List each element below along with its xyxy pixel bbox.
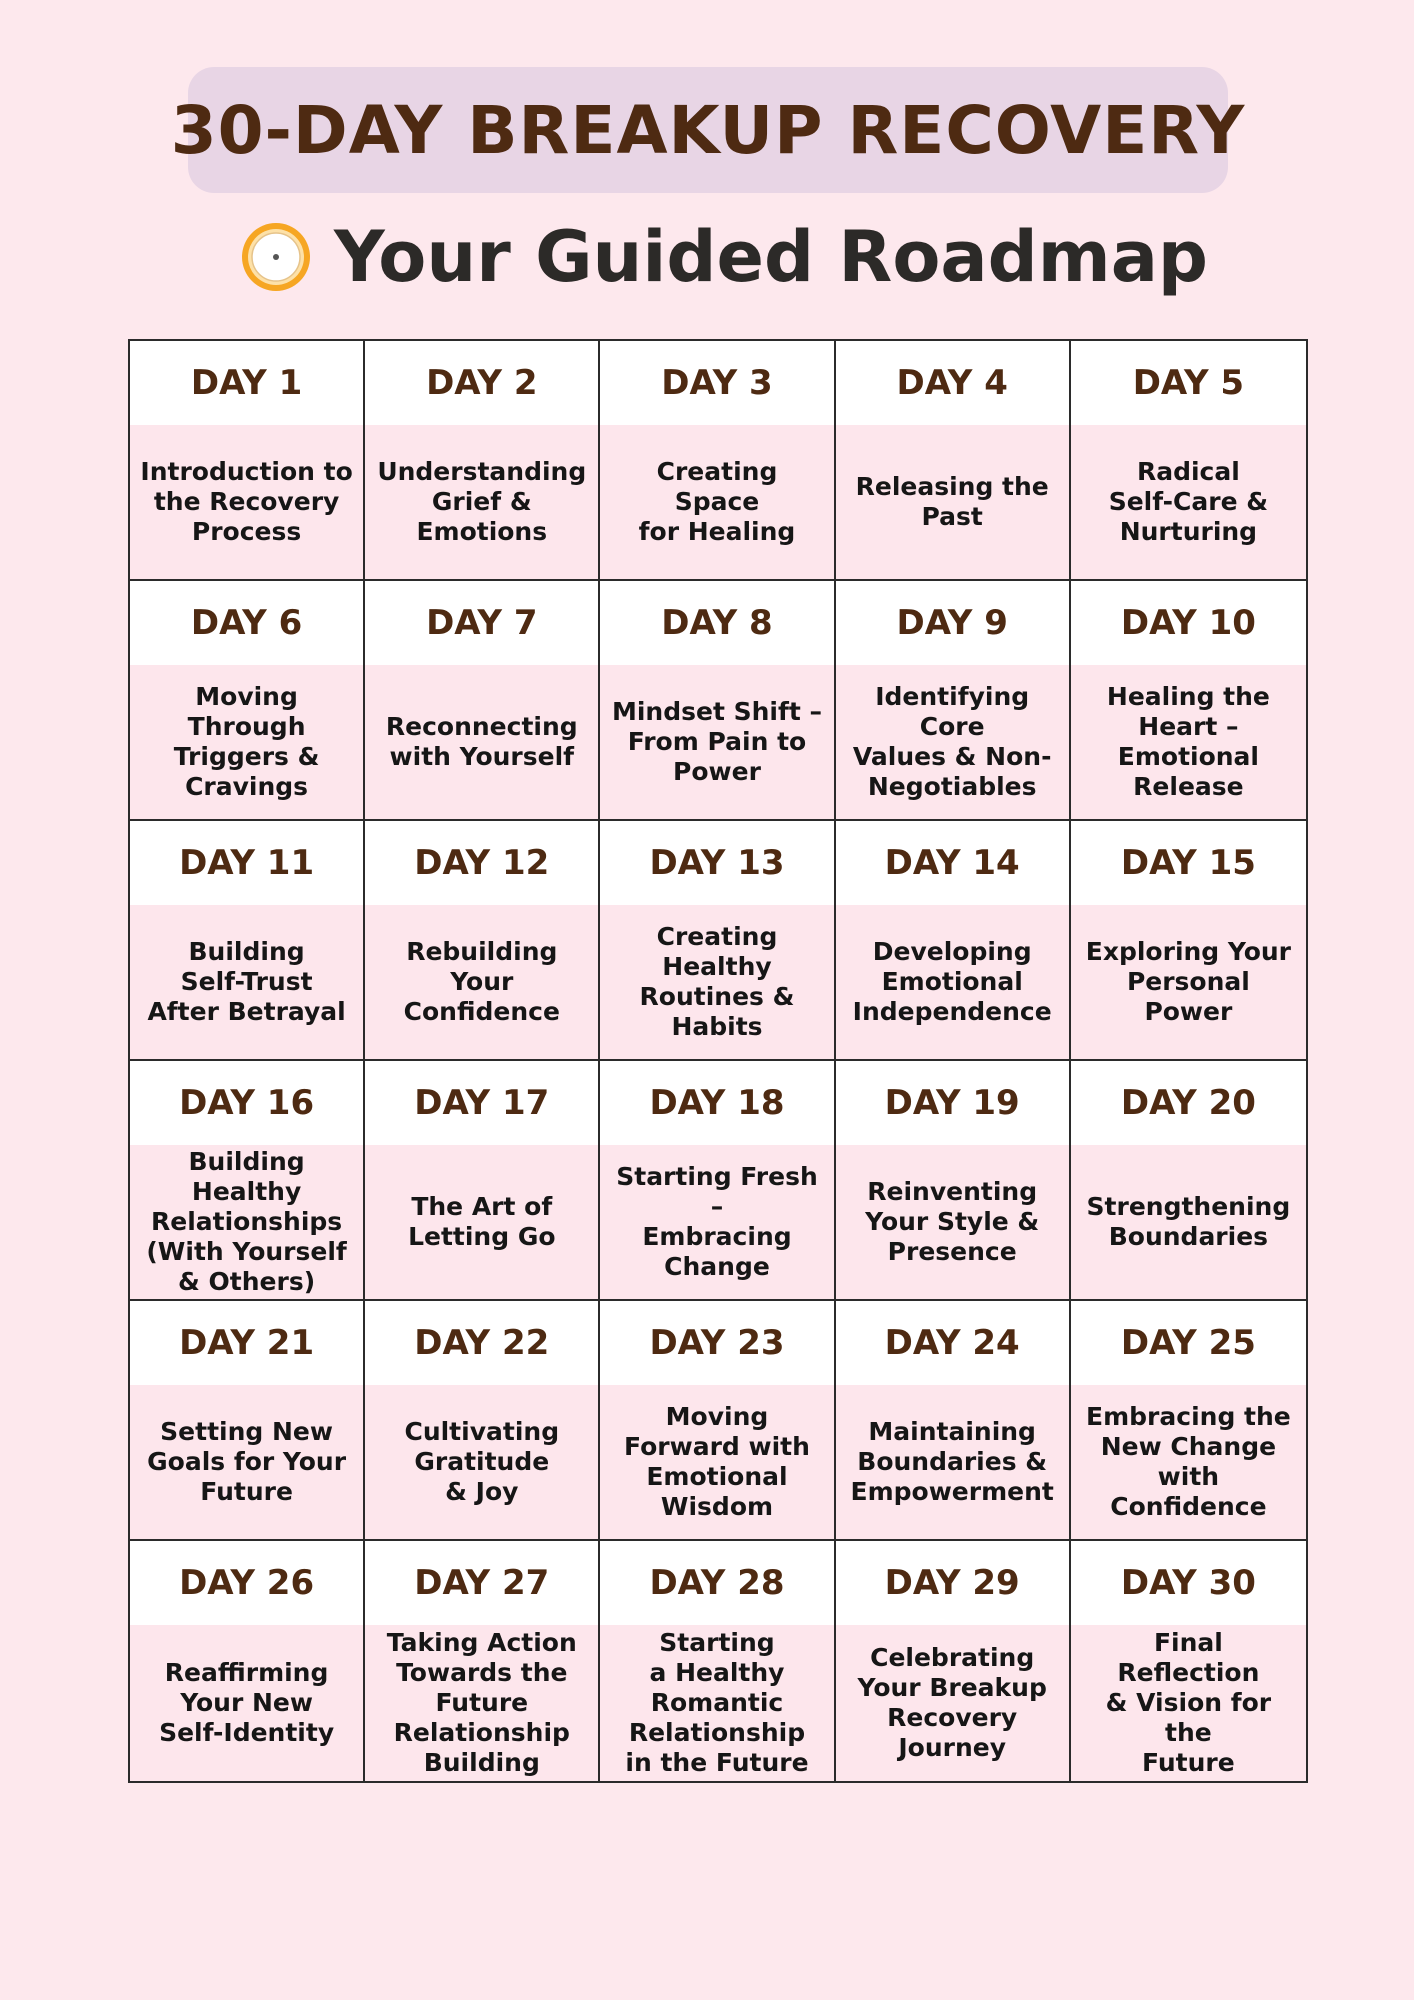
- day-header: [365, 1061, 598, 1145]
- day-body: [130, 425, 363, 579]
- day-header: [365, 821, 598, 905]
- day-cell: [130, 1301, 365, 1541]
- day-cell: [600, 341, 835, 581]
- day-cell: [1071, 1541, 1306, 1781]
- day-body: [1071, 425, 1306, 579]
- day-body: [365, 1145, 598, 1299]
- day-label: DAY 5: [1132, 363, 1245, 403]
- day-cell: [130, 1541, 365, 1781]
- day-label: DAY 3: [661, 363, 773, 403]
- page-subtitle: Your Guided Roadmap: [334, 216, 1209, 298]
- day-body: [836, 665, 1069, 819]
- day-topic: Mindset Shift – From Pain to Power: [611, 697, 823, 786]
- day-body: [836, 1145, 1069, 1299]
- day-body: [1071, 1625, 1306, 1781]
- day-cell: [836, 341, 1071, 581]
- day-topic: Building Healthy Relationships (With Yourself & Others): [146, 1147, 347, 1296]
- day-body: [1071, 905, 1306, 1059]
- day-topic: Maintaining Boundaries & Empowerment: [850, 1417, 1054, 1506]
- day-body: [600, 665, 833, 819]
- day-body: [130, 1145, 363, 1299]
- day-cell: [130, 1061, 365, 1301]
- day-label: DAY 1: [190, 363, 303, 403]
- day-header: [1071, 821, 1306, 905]
- day-label: DAY 14: [884, 843, 1020, 883]
- day-topic: Celebrating Your Breakup Recovery Journey: [857, 1643, 1047, 1762]
- day-topic: Embracing the New Change with Confidence: [1086, 1402, 1291, 1521]
- day-cell: [600, 1541, 835, 1781]
- day-body: [130, 905, 363, 1059]
- day-header: [1071, 1301, 1306, 1385]
- day-header: [365, 341, 598, 425]
- day-cell: [836, 581, 1071, 821]
- day-topic: Reconnecting with Yourself: [385, 712, 578, 771]
- day-body: [600, 425, 833, 579]
- day-topic: Healing the Heart – Emotional Release: [1106, 682, 1270, 801]
- day-header: [600, 341, 833, 425]
- day-topic: Final Reflection & Vision for the Future: [1105, 1628, 1272, 1777]
- day-topic: Reaffirming Your New Self-Identity: [159, 1658, 335, 1747]
- subtitle-row: [240, 212, 1209, 302]
- day-body: [836, 1625, 1069, 1781]
- day-topic: Building Self-Trust After Betrayal: [147, 937, 346, 1026]
- page-title: 30-DAY BREAKUP RECOVERY: [170, 91, 1246, 169]
- day-header: [365, 1541, 598, 1625]
- day-cell: [600, 581, 835, 821]
- day-header: [1071, 1541, 1306, 1625]
- day-topic: The Art of Letting Go: [408, 1192, 556, 1251]
- day-label: DAY 19: [884, 1083, 1020, 1123]
- day-header: [1071, 581, 1306, 665]
- day-label: DAY 17: [414, 1083, 550, 1123]
- day-body: [600, 1625, 833, 1781]
- day-header: [600, 1301, 833, 1385]
- day-label: DAY 10: [1120, 603, 1256, 643]
- day-label: DAY 27: [414, 1563, 550, 1603]
- day-cell: [130, 341, 365, 581]
- day-topic: Understanding Grief & Emotions: [377, 457, 587, 546]
- day-header: [836, 821, 1069, 905]
- day-body: [836, 905, 1069, 1059]
- day-topic: Introduction to the Recovery Process: [140, 457, 353, 546]
- day-cell: [836, 1301, 1071, 1541]
- day-topic: Releasing the Past: [855, 472, 1049, 531]
- day-cell: [1071, 821, 1306, 1061]
- day-label: DAY 13: [649, 843, 785, 883]
- day-cell: [365, 1541, 600, 1781]
- day-body: [365, 905, 598, 1059]
- title-banner: [170, 67, 1246, 193]
- day-body: [836, 1385, 1069, 1539]
- day-cell: [600, 1061, 835, 1301]
- day-label: DAY 22: [414, 1323, 550, 1363]
- day-topic: Identifying Core Values & Non- Negotiables: [852, 682, 1052, 801]
- day-label: DAY 30: [1120, 1563, 1256, 1603]
- day-topic: Strengthening Boundaries: [1086, 1192, 1291, 1251]
- day-header: [836, 1541, 1069, 1625]
- day-header: [130, 1541, 363, 1625]
- day-topic: Creating Space for Healing: [638, 457, 796, 546]
- day-header: [836, 341, 1069, 425]
- day-cell: [365, 341, 600, 581]
- day-topic: Reinventing Your Style & Presence: [865, 1177, 1040, 1266]
- day-label: DAY 6: [190, 603, 303, 643]
- day-topic: Creating Healthy Routines & Habits: [639, 922, 795, 1041]
- day-label: DAY 28: [649, 1563, 785, 1603]
- day-topic: Starting Fresh – Embracing Change: [616, 1162, 818, 1281]
- day-label: DAY 24: [884, 1323, 1020, 1363]
- day-body: [365, 425, 598, 579]
- day-label: DAY 2: [426, 363, 538, 403]
- day-label: DAY 9: [896, 603, 1008, 643]
- day-header: [600, 581, 833, 665]
- day-body: [600, 1385, 833, 1539]
- day-header: [600, 1061, 833, 1145]
- day-header: [130, 1301, 363, 1385]
- day-header: [836, 1301, 1069, 1385]
- day-body: [365, 1385, 598, 1539]
- day-body: [600, 1145, 833, 1299]
- day-header: [600, 1541, 833, 1625]
- day-topic: Radical Self-Care & Nurturing: [1108, 457, 1269, 546]
- day-body: [1071, 1385, 1306, 1539]
- day-header: [365, 1301, 598, 1385]
- day-cell: [365, 1301, 600, 1541]
- day-body: [1071, 665, 1306, 819]
- day-body: [365, 665, 598, 819]
- day-cell: [365, 1061, 600, 1301]
- day-cell: [1071, 341, 1306, 581]
- day-cell: [1071, 1301, 1306, 1541]
- day-label: DAY 25: [1120, 1323, 1256, 1363]
- day-header: [130, 821, 363, 905]
- day-body: [130, 1385, 363, 1539]
- day-cell: [1071, 581, 1306, 821]
- compass-icon: [240, 221, 312, 293]
- day-label: DAY 8: [661, 603, 773, 643]
- day-cell: [836, 1061, 1071, 1301]
- day-label: DAY 18: [649, 1083, 785, 1123]
- day-topic: Setting New Goals for Your Future: [147, 1417, 347, 1506]
- day-cell: [600, 821, 835, 1061]
- day-cell: [836, 821, 1071, 1061]
- day-header: [130, 341, 363, 425]
- day-label: DAY 4: [896, 363, 1008, 403]
- day-topic: Rebuilding Your Confidence: [403, 937, 560, 1026]
- day-body: [1071, 1145, 1306, 1299]
- day-cell: [836, 1541, 1071, 1781]
- day-label: DAY 15: [1120, 843, 1256, 883]
- day-label: DAY 12: [414, 843, 550, 883]
- day-label: DAY 26: [179, 1563, 315, 1603]
- day-header: [1071, 341, 1306, 425]
- day-body: [836, 425, 1069, 579]
- day-topic: Starting a Healthy Romantic Relationship in the Future: [625, 1628, 809, 1777]
- day-header: [836, 1061, 1069, 1145]
- day-label: DAY 16: [179, 1083, 315, 1123]
- day-header: [130, 1061, 363, 1145]
- day-cell: [130, 581, 365, 821]
- day-cell: [600, 1301, 835, 1541]
- day-cell: [1071, 1061, 1306, 1301]
- day-header: [600, 821, 833, 905]
- day-body: [130, 1625, 363, 1781]
- day-topic: Cultivating Gratitude & Joy: [404, 1417, 560, 1506]
- day-header: [836, 581, 1069, 665]
- day-label: DAY 20: [1120, 1083, 1256, 1123]
- day-topic: Exploring Your Personal Power: [1085, 937, 1292, 1026]
- day-topic: Taking Action Towards the Future Relationship Building: [386, 1628, 577, 1777]
- roadmap-grid: [128, 339, 1308, 1783]
- day-label: DAY 7: [426, 603, 538, 643]
- day-body: [365, 1625, 598, 1781]
- day-header: [365, 581, 598, 665]
- day-header: [1071, 1061, 1306, 1145]
- day-cell: [365, 581, 600, 821]
- day-label: DAY 11: [179, 843, 315, 883]
- day-label: DAY 21: [179, 1323, 315, 1363]
- day-body: [130, 665, 363, 819]
- day-topic: Developing Emotional Independence: [852, 937, 1052, 1026]
- day-topic: Moving Forward with Emotional Wisdom: [624, 1402, 810, 1521]
- day-body: [600, 905, 833, 1059]
- day-label: DAY 23: [649, 1323, 785, 1363]
- day-topic: Moving Through Triggers & Cravings: [173, 682, 320, 801]
- day-cell: [365, 821, 600, 1061]
- day-cell: [130, 821, 365, 1061]
- day-label: DAY 29: [884, 1563, 1020, 1603]
- day-header: [130, 581, 363, 665]
